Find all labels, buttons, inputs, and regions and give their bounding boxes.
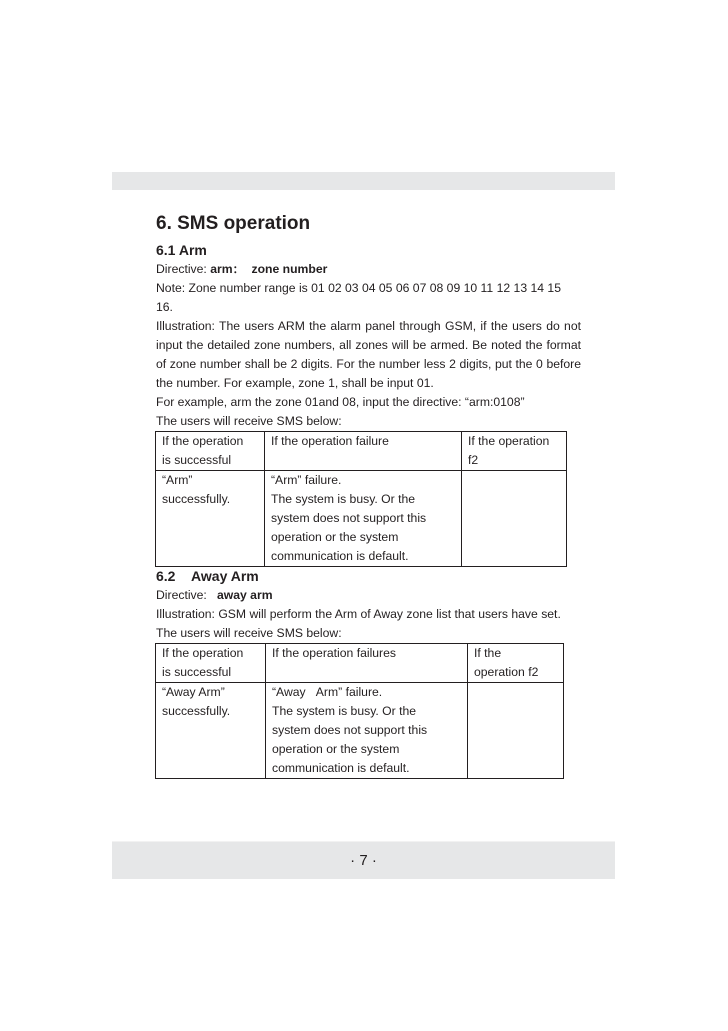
away-arm-directive [156,586,581,605]
arm-sms-table [155,431,567,567]
away-arm-directive-label: Directive: [156,588,207,602]
away-arm-sms-table [155,643,564,779]
table-cell: “Away Arm” failure. The system is busy. Or the system does not support this operation or the system communication is default. [266,683,468,779]
section-title: 6. SMS operation [156,213,311,234]
arm-directive-param: zone number [251,262,328,276]
arm-directive-command: arm： [210,262,245,276]
arm-note-line-2: 16. [156,300,173,314]
page-number: · 7 · [350,852,377,869]
table-cell-empty [468,683,564,779]
arm-receive-text: The users will receive SMS below: [156,414,342,428]
table-row [156,683,564,779]
table-header-cell: If the operation failures [266,644,468,683]
table-cell: “Arm” failure. The system is busy. Or the system does not support this operation or the system communication is default. [265,471,462,567]
footer-band [112,841,615,879]
arm-heading: 6.1 Arm [156,242,207,258]
away-arm-illustration: Illustration: GSM will perform the Arm of Away zone list that users have set. [156,607,561,621]
arm-directive-label: Directive: [156,262,207,276]
page-content [156,207,581,779]
arm-note-line-1: Note: Zone number range is 01 02 03 04 05 06 07 08 09 10 11 12 13 14 15 [156,281,561,295]
header-band [112,172,615,190]
table-cell: “Arm” successfully. [156,471,265,567]
away-arm-directive-command: away arm [216,588,273,602]
table-header-row [156,644,564,683]
table-row [156,471,567,567]
table-header-cell: If the operation failure [265,432,462,471]
arm-illustration: Illustration: The users ARM the alarm panel through GSM, if the users do not input the detailed zone numbers, all zones will be armed. Be noted the format of zone number shall be 2 digits. For the number less 2 digits, put the 0 before the number. For example, zone 1, shall be input 01. [156,319,581,390]
table-header-row [156,432,567,471]
away-arm-receive-text: The users will receive SMS below: [156,626,342,640]
table-header-cell: If the operation is successful [156,644,266,683]
table-cell-empty [462,471,567,567]
table-header-cell: If the operation f2 [468,644,564,683]
table-cell: “Away Arm” successfully. [156,683,266,779]
away-arm-heading: 6.2 Away Arm [156,568,259,584]
table-header-cell: If the operation f2 [462,432,567,471]
arm-example: For example, arm the zone 01and 08, input the directive: “arm:0108” [156,395,525,409]
arm-directive [156,260,581,279]
table-header-cell: If the operation is successful [156,432,265,471]
